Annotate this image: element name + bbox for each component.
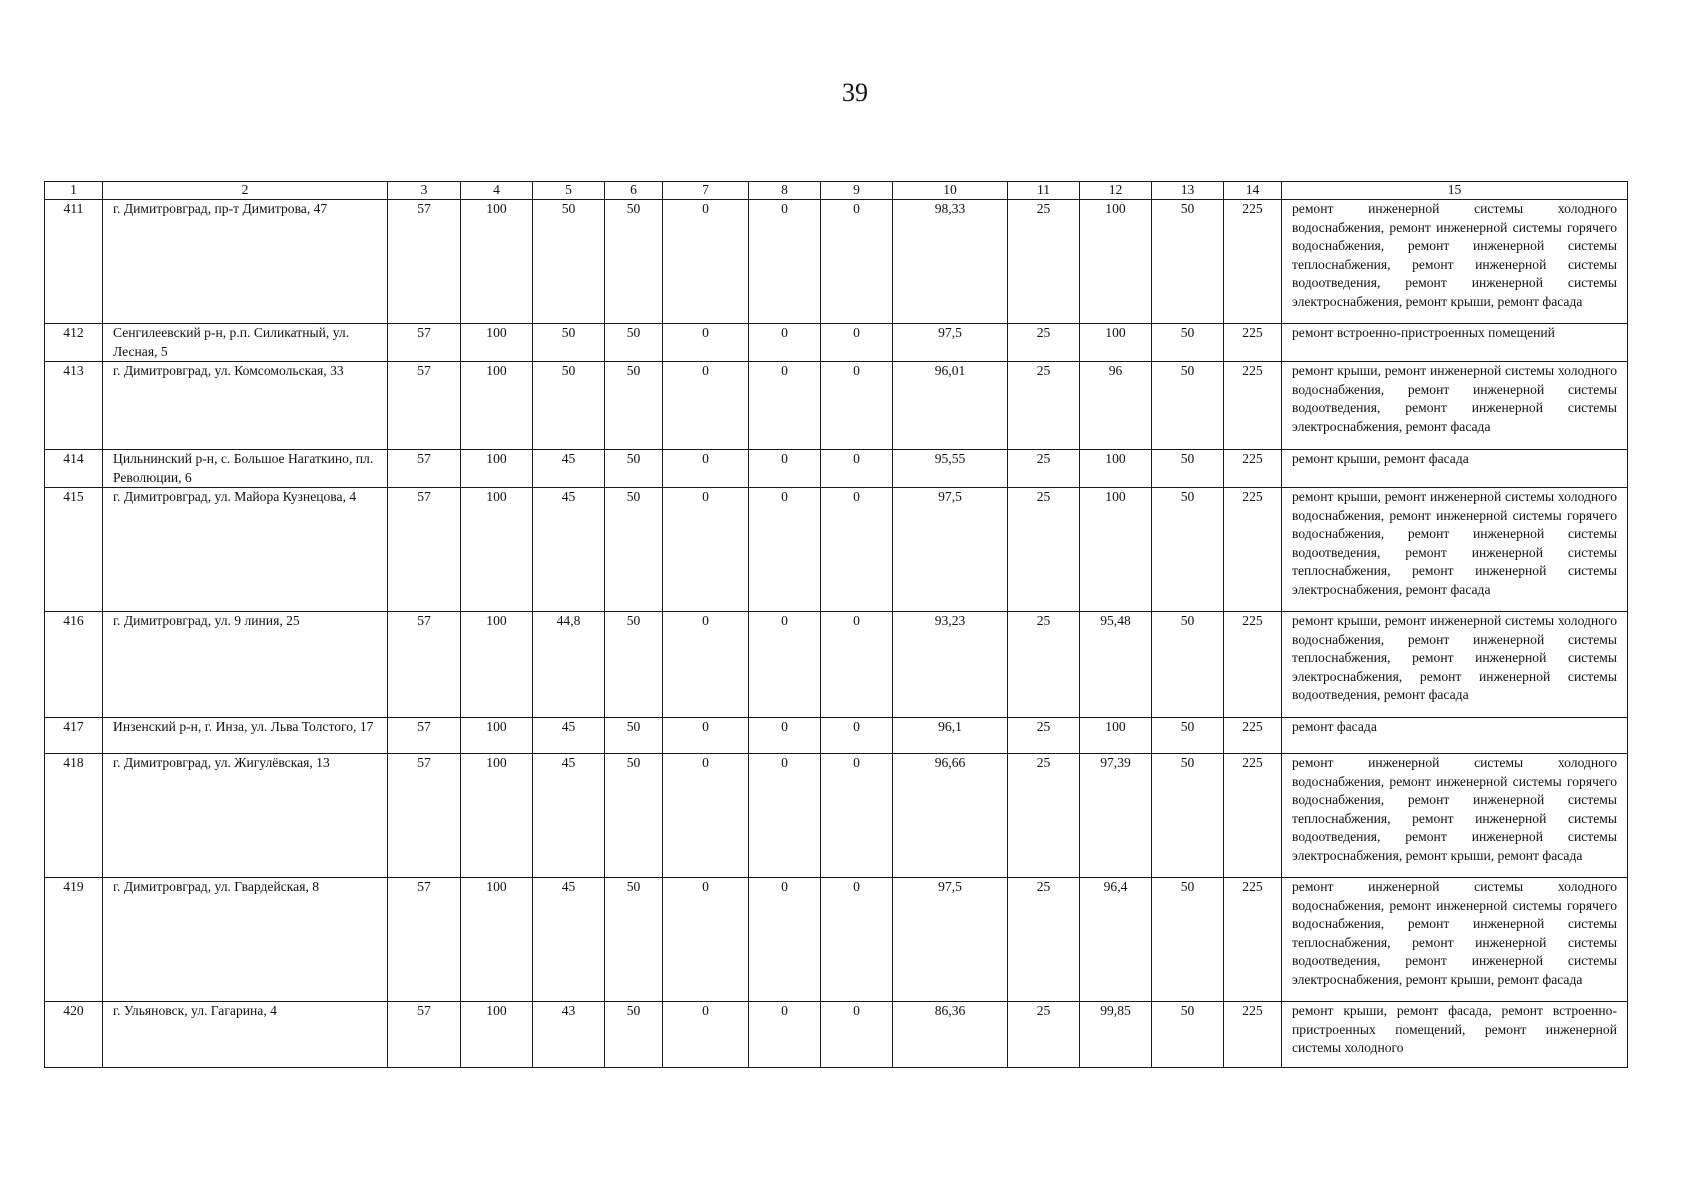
- value-cell-4: 100: [461, 362, 533, 450]
- value-cell-3: 57: [388, 612, 461, 718]
- value-cell-6: 50: [605, 754, 663, 878]
- column-header: 15: [1282, 182, 1628, 200]
- value-cell-8: 0: [749, 200, 821, 324]
- value-cell-14: 225: [1224, 362, 1282, 450]
- row-number-cell: 411: [45, 200, 103, 324]
- value-cell-7: 0: [663, 612, 749, 718]
- value-cell-10: 97,5: [893, 488, 1008, 612]
- value-cell-11: 25: [1008, 718, 1080, 754]
- value-cell-11: 25: [1008, 1002, 1080, 1068]
- column-header: 8: [749, 182, 821, 200]
- value-cell-12: 100: [1080, 200, 1152, 324]
- value-cell-6: 50: [605, 878, 663, 1002]
- value-cell-4: 100: [461, 1002, 533, 1068]
- value-cell-6: 50: [605, 488, 663, 612]
- table-row: [45, 200, 1628, 324]
- value-cell-7: 0: [663, 718, 749, 754]
- value-cell-12: 95,48: [1080, 612, 1152, 718]
- works-cell: ремонт инженерной системы холодного водоснабжения, ремонт инженерной системы горячего водоснабжения, ремонт инженерной системы теплоснабжения, ремонт инженерной системы водоотведения, ремонт инженерной системы электроснабжения, ремонт крыши, ремонт фасада: [1282, 754, 1628, 878]
- value-cell-9: 0: [821, 362, 893, 450]
- value-cell-6: 50: [605, 200, 663, 324]
- value-cell-5: 45: [533, 718, 605, 754]
- value-cell-14: 225: [1224, 200, 1282, 324]
- value-cell-7: 0: [663, 1002, 749, 1068]
- value-cell-13: 50: [1152, 488, 1224, 612]
- value-cell-10: 86,36: [893, 1002, 1008, 1068]
- value-cell-13: 50: [1152, 754, 1224, 878]
- repair-table: [44, 181, 1628, 1068]
- value-cell-3: 57: [388, 754, 461, 878]
- value-cell-13: 50: [1152, 878, 1224, 1002]
- value-cell-5: 50: [533, 200, 605, 324]
- value-cell-14: 225: [1224, 612, 1282, 718]
- value-cell-8: 0: [749, 878, 821, 1002]
- value-cell-9: 0: [821, 450, 893, 488]
- value-cell-14: 225: [1224, 324, 1282, 362]
- table-row: [45, 612, 1628, 718]
- value-cell-8: 0: [749, 450, 821, 488]
- address-cell: Сенгилеевский р-н, р.п. Силикатный, ул. Лесная, 5: [103, 324, 388, 362]
- value-cell-4: 100: [461, 754, 533, 878]
- value-cell-5: 45: [533, 878, 605, 1002]
- value-cell-8: 0: [749, 488, 821, 612]
- value-cell-10: 96,01: [893, 362, 1008, 450]
- value-cell-12: 96: [1080, 362, 1152, 450]
- value-cell-3: 57: [388, 200, 461, 324]
- value-cell-3: 57: [388, 1002, 461, 1068]
- value-cell-3: 57: [388, 878, 461, 1002]
- row-number-cell: 412: [45, 324, 103, 362]
- value-cell-5: 45: [533, 450, 605, 488]
- value-cell-6: 50: [605, 324, 663, 362]
- value-cell-9: 0: [821, 200, 893, 324]
- works-cell: ремонт крыши, ремонт инженерной системы холодного водоснабжения, ремонт инженерной системы водоотведения, ремонт инженерной системы электроснабжения, ремонт фасада: [1282, 362, 1628, 450]
- value-cell-11: 25: [1008, 612, 1080, 718]
- table-row: [45, 324, 1628, 362]
- value-cell-8: 0: [749, 612, 821, 718]
- value-cell-11: 25: [1008, 450, 1080, 488]
- value-cell-7: 0: [663, 450, 749, 488]
- value-cell-9: 0: [821, 754, 893, 878]
- table-row: [45, 362, 1628, 450]
- value-cell-11: 25: [1008, 878, 1080, 1002]
- column-header: 7: [663, 182, 749, 200]
- value-cell-3: 57: [388, 718, 461, 754]
- value-cell-10: 98,33: [893, 200, 1008, 324]
- value-cell-9: 0: [821, 612, 893, 718]
- value-cell-11: 25: [1008, 488, 1080, 612]
- row-number-cell: 418: [45, 754, 103, 878]
- value-cell-12: 99,85: [1080, 1002, 1152, 1068]
- row-number-cell: 417: [45, 718, 103, 754]
- value-cell-4: 100: [461, 718, 533, 754]
- row-number-cell: 420: [45, 1002, 103, 1068]
- value-cell-4: 100: [461, 450, 533, 488]
- address-cell: г. Ульяновск, ул. Гагарина, 4: [103, 1002, 388, 1068]
- value-cell-4: 100: [461, 878, 533, 1002]
- value-cell-13: 50: [1152, 1002, 1224, 1068]
- value-cell-12: 96,4: [1080, 878, 1152, 1002]
- works-cell: ремонт фасада: [1282, 718, 1628, 754]
- value-cell-7: 0: [663, 362, 749, 450]
- works-cell: ремонт крыши, ремонт фасада, ремонт встроенно-пристроенных помещений, ремонт инженерной системы холодного: [1282, 1002, 1628, 1068]
- address-cell: г. Димитровград, ул. Гвардейская, 8: [103, 878, 388, 1002]
- column-header: 2: [103, 182, 388, 200]
- value-cell-5: 45: [533, 754, 605, 878]
- value-cell-4: 100: [461, 324, 533, 362]
- value-cell-12: 97,39: [1080, 754, 1152, 878]
- table-row: [45, 488, 1628, 612]
- value-cell-11: 25: [1008, 324, 1080, 362]
- address-cell: г. Димитровград, ул. Комсомольская, 33: [103, 362, 388, 450]
- value-cell-14: 225: [1224, 754, 1282, 878]
- table-row: [45, 1002, 1628, 1068]
- value-cell-9: 0: [821, 878, 893, 1002]
- value-cell-13: 50: [1152, 362, 1224, 450]
- value-cell-5: 50: [533, 324, 605, 362]
- row-number-cell: 413: [45, 362, 103, 450]
- value-cell-7: 0: [663, 200, 749, 324]
- table-row: [45, 450, 1628, 488]
- column-header: 13: [1152, 182, 1224, 200]
- value-cell-3: 57: [388, 450, 461, 488]
- value-cell-6: 50: [605, 612, 663, 718]
- works-cell: ремонт крыши, ремонт инженерной системы холодного водоснабжения, ремонт инженерной системы теплоснабжения, ремонт инженерной системы электроснабжения, ремонт инженерной системы водоотведения, ремонт фасада: [1282, 612, 1628, 718]
- value-cell-9: 0: [821, 1002, 893, 1068]
- value-cell-5: 43: [533, 1002, 605, 1068]
- value-cell-7: 0: [663, 754, 749, 878]
- value-cell-11: 25: [1008, 754, 1080, 878]
- value-cell-7: 0: [663, 488, 749, 612]
- value-cell-13: 50: [1152, 200, 1224, 324]
- value-cell-8: 0: [749, 754, 821, 878]
- value-cell-5: 50: [533, 362, 605, 450]
- value-cell-12: 100: [1080, 718, 1152, 754]
- value-cell-4: 100: [461, 488, 533, 612]
- value-cell-3: 57: [388, 324, 461, 362]
- value-cell-3: 57: [388, 362, 461, 450]
- value-cell-10: 96,66: [893, 754, 1008, 878]
- table-row: [45, 754, 1628, 878]
- value-cell-12: 100: [1080, 450, 1152, 488]
- works-cell: ремонт инженерной системы холодного водоснабжения, ремонт инженерной системы горячего водоснабжения, ремонт инженерной системы теплоснабжения, ремонт инженерной системы водоотведения, ремонт инженерной системы электроснабжения, ремонт крыши, ремонт фасада: [1282, 878, 1628, 1002]
- table-row: [45, 718, 1628, 754]
- value-cell-14: 225: [1224, 718, 1282, 754]
- column-header: 5: [533, 182, 605, 200]
- value-cell-6: 50: [605, 450, 663, 488]
- works-cell: ремонт крыши, ремонт фасада: [1282, 450, 1628, 488]
- column-header: 12: [1080, 182, 1152, 200]
- works-cell: ремонт встроенно-пристроенных помещений: [1282, 324, 1628, 362]
- value-cell-12: 100: [1080, 324, 1152, 362]
- address-cell: Цильнинский р-н, с. Большое Нагаткино, пл. Революции, 6: [103, 450, 388, 488]
- column-header: 3: [388, 182, 461, 200]
- row-number-cell: 415: [45, 488, 103, 612]
- value-cell-8: 0: [749, 718, 821, 754]
- column-header: 10: [893, 182, 1008, 200]
- page-number: 39: [842, 78, 868, 107]
- value-cell-14: 225: [1224, 878, 1282, 1002]
- value-cell-14: 225: [1224, 1002, 1282, 1068]
- value-cell-6: 50: [605, 362, 663, 450]
- value-cell-13: 50: [1152, 450, 1224, 488]
- value-cell-14: 225: [1224, 488, 1282, 612]
- value-cell-5: 44,8: [533, 612, 605, 718]
- value-cell-10: 97,5: [893, 324, 1008, 362]
- row-number-cell: 419: [45, 878, 103, 1002]
- value-cell-6: 50: [605, 718, 663, 754]
- value-cell-6: 50: [605, 1002, 663, 1068]
- column-header: 14: [1224, 182, 1282, 200]
- value-cell-11: 25: [1008, 200, 1080, 324]
- column-header: 9: [821, 182, 893, 200]
- value-cell-4: 100: [461, 612, 533, 718]
- row-number-cell: 416: [45, 612, 103, 718]
- address-cell: г. Димитровград, пр-т Димитрова, 47: [103, 200, 388, 324]
- value-cell-7: 0: [663, 324, 749, 362]
- value-cell-10: 95,55: [893, 450, 1008, 488]
- value-cell-11: 25: [1008, 362, 1080, 450]
- column-number-row: [45, 182, 1628, 200]
- address-cell: Инзенский р-н, г. Инза, ул. Льва Толстого, 17: [103, 718, 388, 754]
- value-cell-7: 0: [663, 878, 749, 1002]
- value-cell-10: 96,1: [893, 718, 1008, 754]
- value-cell-9: 0: [821, 324, 893, 362]
- value-cell-10: 93,23: [893, 612, 1008, 718]
- works-cell: ремонт крыши, ремонт инженерной системы холодного водоснабжения, ремонт инженерной системы горячего водоснабжения, ремонт инженерной системы водоотведения, ремонт инженерной системы теплоснабжения, ремонт инженерной системы электроснабжения, ремонт фасада: [1282, 488, 1628, 612]
- value-cell-14: 225: [1224, 450, 1282, 488]
- value-cell-8: 0: [749, 324, 821, 362]
- value-cell-8: 0: [749, 362, 821, 450]
- value-cell-13: 50: [1152, 718, 1224, 754]
- column-header: 1: [45, 182, 103, 200]
- table-row: [45, 878, 1628, 1002]
- value-cell-5: 45: [533, 488, 605, 612]
- value-cell-12: 100: [1080, 488, 1152, 612]
- column-header: 11: [1008, 182, 1080, 200]
- value-cell-10: 97,5: [893, 878, 1008, 1002]
- table-body: [45, 182, 1628, 1068]
- works-cell: ремонт инженерной системы холодного водоснабжения, ремонт инженерной системы горячего водоснабжения, ремонт инженерной системы теплоснабжения, ремонт инженерной системы водоотведения, ремонт инженерной системы электроснабжения, ремонт крыши, ремонт фасада: [1282, 200, 1628, 324]
- value-cell-9: 0: [821, 488, 893, 612]
- value-cell-13: 50: [1152, 612, 1224, 718]
- value-cell-13: 50: [1152, 324, 1224, 362]
- address-cell: г. Димитровград, ул. Жигулёвская, 13: [103, 754, 388, 878]
- address-cell: г. Димитровград, ул. Майора Кузнецова, 4: [103, 488, 388, 612]
- value-cell-9: 0: [821, 718, 893, 754]
- address-cell: г. Димитровград, ул. 9 линия, 25: [103, 612, 388, 718]
- column-header: 4: [461, 182, 533, 200]
- value-cell-8: 0: [749, 1002, 821, 1068]
- value-cell-4: 100: [461, 200, 533, 324]
- value-cell-3: 57: [388, 488, 461, 612]
- row-number-cell: 414: [45, 450, 103, 488]
- column-header: 6: [605, 182, 663, 200]
